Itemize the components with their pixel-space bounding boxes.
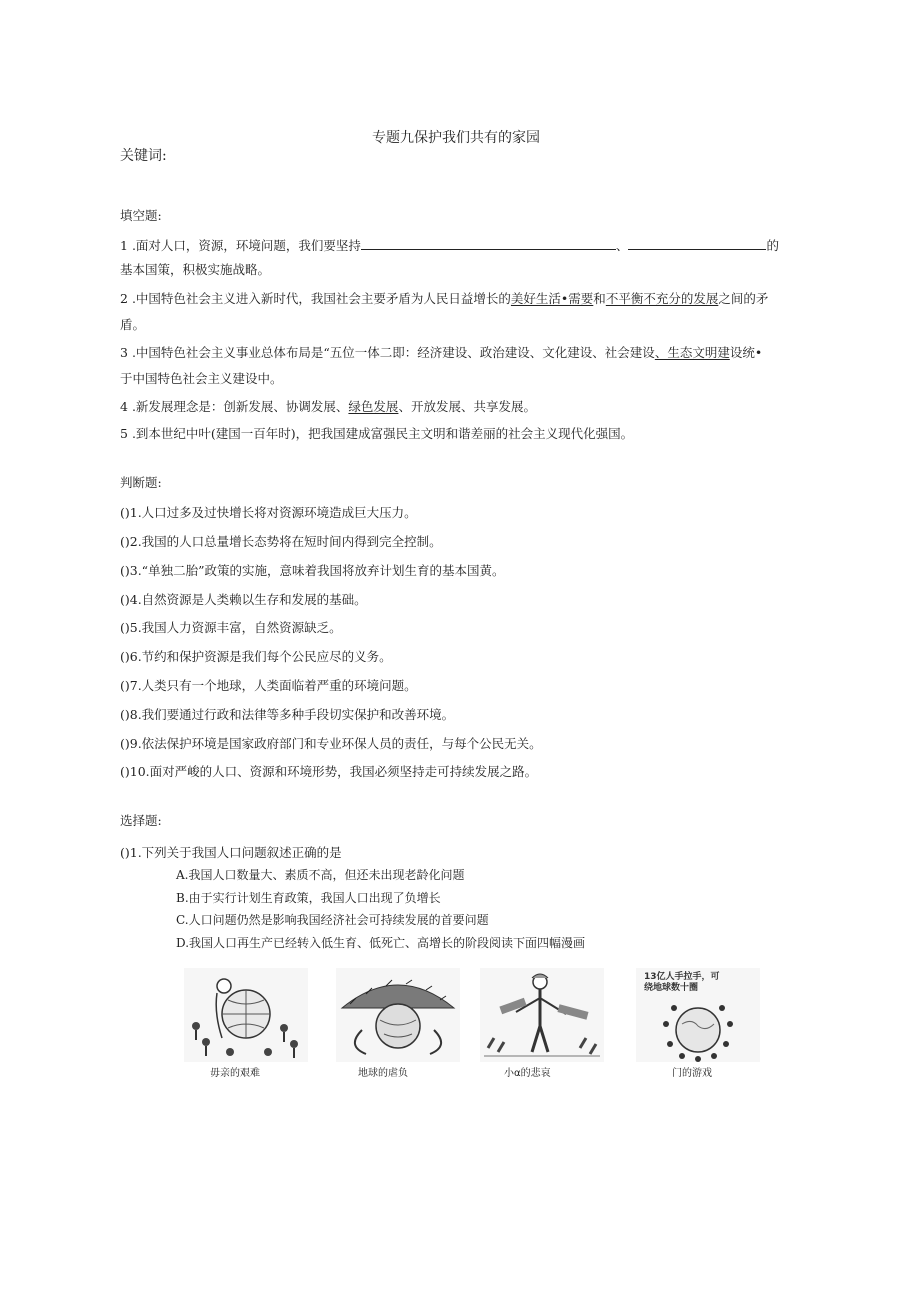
cartoon-hand-in-hand <box>636 968 760 1062</box>
judge-item: ()10.面对严峻的人口、资源和环境形势，我国必须坚持走可持续发展之路。 <box>120 764 538 779</box>
question-text: .到本世纪中叶(建国一百年时)，把我国建成富强民主文明和谐差丽的社会主义现代化强国。 <box>131 426 634 441</box>
fill-heading: 填空题: <box>120 208 162 223</box>
cartoon-caption-1: 毋亲的艰难 <box>210 1068 260 1079</box>
judge-heading: 判断题: <box>120 475 162 490</box>
question-text: 之间的矛 <box>718 291 769 306</box>
page-title: 专题九保护我们共有的家园 <box>372 130 540 146</box>
cartoon-caption-2: 地球的虐负 <box>358 1068 408 1079</box>
question-text: .中国特色社会主义事业总体布局是“五位一体二即：经济建设、政治建设、文化建设、社会建设 <box>131 345 655 360</box>
question-text: 、开放发展、共享发展。 <box>398 399 536 414</box>
choice-question-1: ()1.下列关于我国人口问题叙述正确的是 <box>120 845 342 860</box>
question-number: 1 <box>120 238 128 253</box>
underlined-answer: 绿色发展 <box>348 399 399 414</box>
judge-item: ()3.“单独二胎”政策的实施，意味着我国将放弃计划生育的基本国黄。 <box>120 563 505 578</box>
choice-heading: 选择题: <box>120 813 162 828</box>
choice-option-c: C.人口问题仍然是影响我国经济社会可持续发展的首要问题 <box>176 913 489 927</box>
fill-question-1 <box>120 236 779 254</box>
fill-question-3-line2: 于中国特色社会主义建设中。 <box>120 371 283 386</box>
question-text: .面对人口，资源，环境问题，我们要坚持 <box>131 238 361 253</box>
choice-option-a: A.我国人口数量大、素质不高，但还未出现老龄化问题 <box>176 868 465 882</box>
cartoon-mother <box>184 968 308 1062</box>
cartoon-caption-3: 小α的悲哀 <box>504 1068 551 1079</box>
judge-item: ()9.依法保护环境是国家政府部门和专业环保人员的责任，与每个公民无关。 <box>120 736 542 751</box>
cartoon-text <box>644 972 720 994</box>
cartoon-caption-4: 门的游戏 <box>672 1068 712 1079</box>
question-text: .新发展理念是：创新发展、协调发展、 <box>131 399 349 414</box>
judge-item: ()2.我国的人口总量增长态势将在短时间内得到完全控制。 <box>120 534 442 549</box>
question-text: .中国特色社会主义进入新时代，我国社会主要矛盾为人民日益增长的 <box>131 291 511 306</box>
cartoon-small-sorrow <box>480 968 604 1062</box>
choice-option-d: D.我国人口再生产已经转入低生育、低死亡、高增长的阶段阅读下面四幅漫画 <box>176 936 586 950</box>
cartoon-text-line: 13亿人手拉手，可 <box>644 972 720 982</box>
underlined-answer: 不平衡不充分的发展 <box>605 291 719 306</box>
fill-question-5 <box>120 426 633 442</box>
fill-question-2 <box>120 291 768 307</box>
answer-blank[interactable] <box>628 236 766 250</box>
question-number: 4 <box>120 399 128 414</box>
judge-item: ()4.自然资源是人类赖以生存和发展的基础。 <box>120 592 367 607</box>
question-text-end: 的 <box>766 238 779 253</box>
judge-item: ()1.人口过多及过快增长将对资源环境造成巨大压力。 <box>120 505 417 520</box>
fill-question-2-line2: 盾。 <box>120 317 146 332</box>
question-text: 设统• <box>729 345 763 360</box>
choice-option-b: B.由于实行计划生育政策，我国人口出现了负增长 <box>176 891 441 905</box>
separator: 、 <box>615 238 629 253</box>
judge-item: ()7.人类只有一个地球，人类面临着严重的环境问题。 <box>120 678 417 693</box>
question-number: 5 <box>120 426 128 441</box>
underlined-answer: 美好生活•需要 <box>510 291 594 306</box>
fill-question-1-line2: 基本国策，积极实施战略。 <box>120 262 271 277</box>
fill-question-4 <box>120 399 536 415</box>
keywords-label: 关键词: <box>120 148 167 164</box>
judge-item: ()5.我国人力资源丰富，自然资源缺乏。 <box>120 620 342 635</box>
question-text: 和 <box>593 291 606 306</box>
underlined-answer: 、生态文明建 <box>654 345 730 360</box>
answer-blank[interactable] <box>361 236 616 250</box>
question-number: 3 <box>120 345 128 360</box>
cartoon-earth-burden <box>336 968 460 1062</box>
question-number: 2 <box>120 291 128 306</box>
cartoon-text-line: 绕地球数十圈 <box>644 983 699 993</box>
judge-item: ()8.我们要通过行政和法律等多种手段切实保护和改善环境。 <box>120 707 455 722</box>
judge-item: ()6.节约和保护资源是我们每个公民应尽的义务。 <box>120 649 392 664</box>
fill-question-3 <box>120 345 762 361</box>
